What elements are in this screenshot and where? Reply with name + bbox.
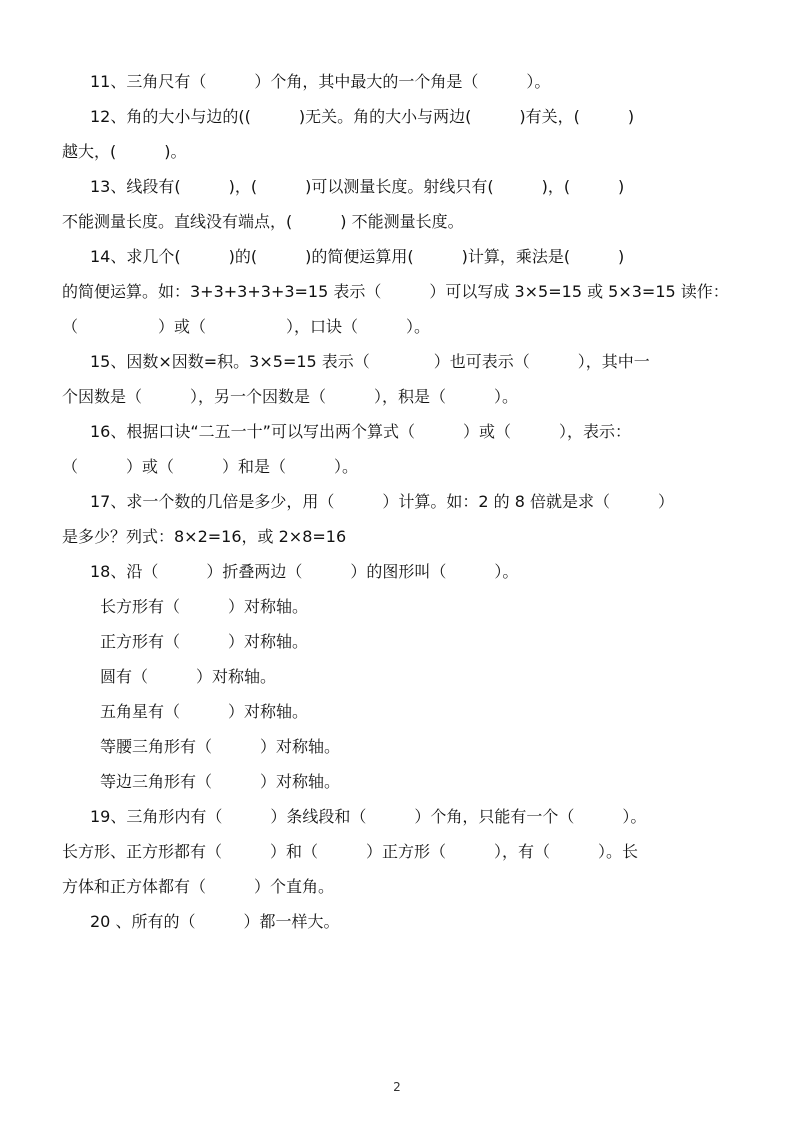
text-line-7: 的简便运算。如：3+3+3+3+3=15 表示（ ）可以写成 3×5=15 或 5×3=15 读作：	[62, 282, 729, 301]
text-line-10: 个因数是（ ），另一个因数是（ ），积是（ ）。	[62, 387, 519, 406]
text-line-11: 16、根据口诀“二五一十”可以写出两个算式（ ）或（ ），表示：	[90, 422, 631, 441]
text-line-21: 等边三角形有（ ）对称轴。	[100, 772, 341, 791]
page-number: 2	[393, 1080, 401, 1094]
text-line-3: 越大，( )。	[62, 142, 187, 161]
text-line-4: 13、线段有( )，( )可以测量长度。射线只有( )，( )	[90, 177, 625, 196]
text-line-20: 等腰三角形有（ ）对称轴。	[100, 737, 341, 756]
text-line-19: 五角星有（ ）对称轴。	[100, 702, 309, 721]
text-line-12: （ ）或（ ）和是（ ）。	[62, 457, 359, 476]
text-line-15: 18、沿（ ）折叠两边（ ）的图形叫（ ）。	[90, 562, 519, 581]
text-line-9: 15、因数×因数=积。3×5=15 表示（ ）也可表示（ ），其中一	[90, 352, 650, 371]
worksheet-body	[62, 64, 738, 939]
text-line-1: 11、三角尺有（ ）个角，其中最大的一个角是（ ）。	[90, 72, 551, 91]
text-line-25: 20 、所有的（ ）都一样大。	[90, 912, 340, 931]
text-line-2: 12、角的大小与边的(( )无关。角的大小与两边( )有关，( )	[90, 107, 635, 126]
text-line-18: 圆有（ ）对称轴。	[100, 667, 277, 686]
text-line-6: 14、求几个( )的( )的简便运算用( )计算，乘法是( )	[90, 247, 625, 266]
text-line-23: 长方形、正方形都有（ ）和（ ）正方形（ ），有（ ）。长	[62, 842, 639, 861]
text-line-5: 不能测量长度。直线没有端点，( ) 不能测量长度。	[62, 212, 464, 231]
text-line-24: 方体和正方体都有（ ）个直角。	[62, 877, 335, 896]
text-line-14: 是多少？列式：8×2=16，或 2×8=16	[62, 527, 347, 546]
text-line-8: （ ）或（ ），口诀（ ）。	[62, 317, 431, 336]
text-line-17: 正方形有（ ）对称轴。	[100, 632, 309, 651]
text-line-16: 长方形有（ ）对称轴。	[100, 597, 309, 616]
text-line-13: 17、求一个数的几倍是多少，用（ ）计算。如：2 的 8 倍就是求（ ）	[90, 492, 674, 511]
text-line-22: 19、三角形内有（ ）条线段和（ ）个角，只能有一个（ ）。	[90, 807, 647, 826]
